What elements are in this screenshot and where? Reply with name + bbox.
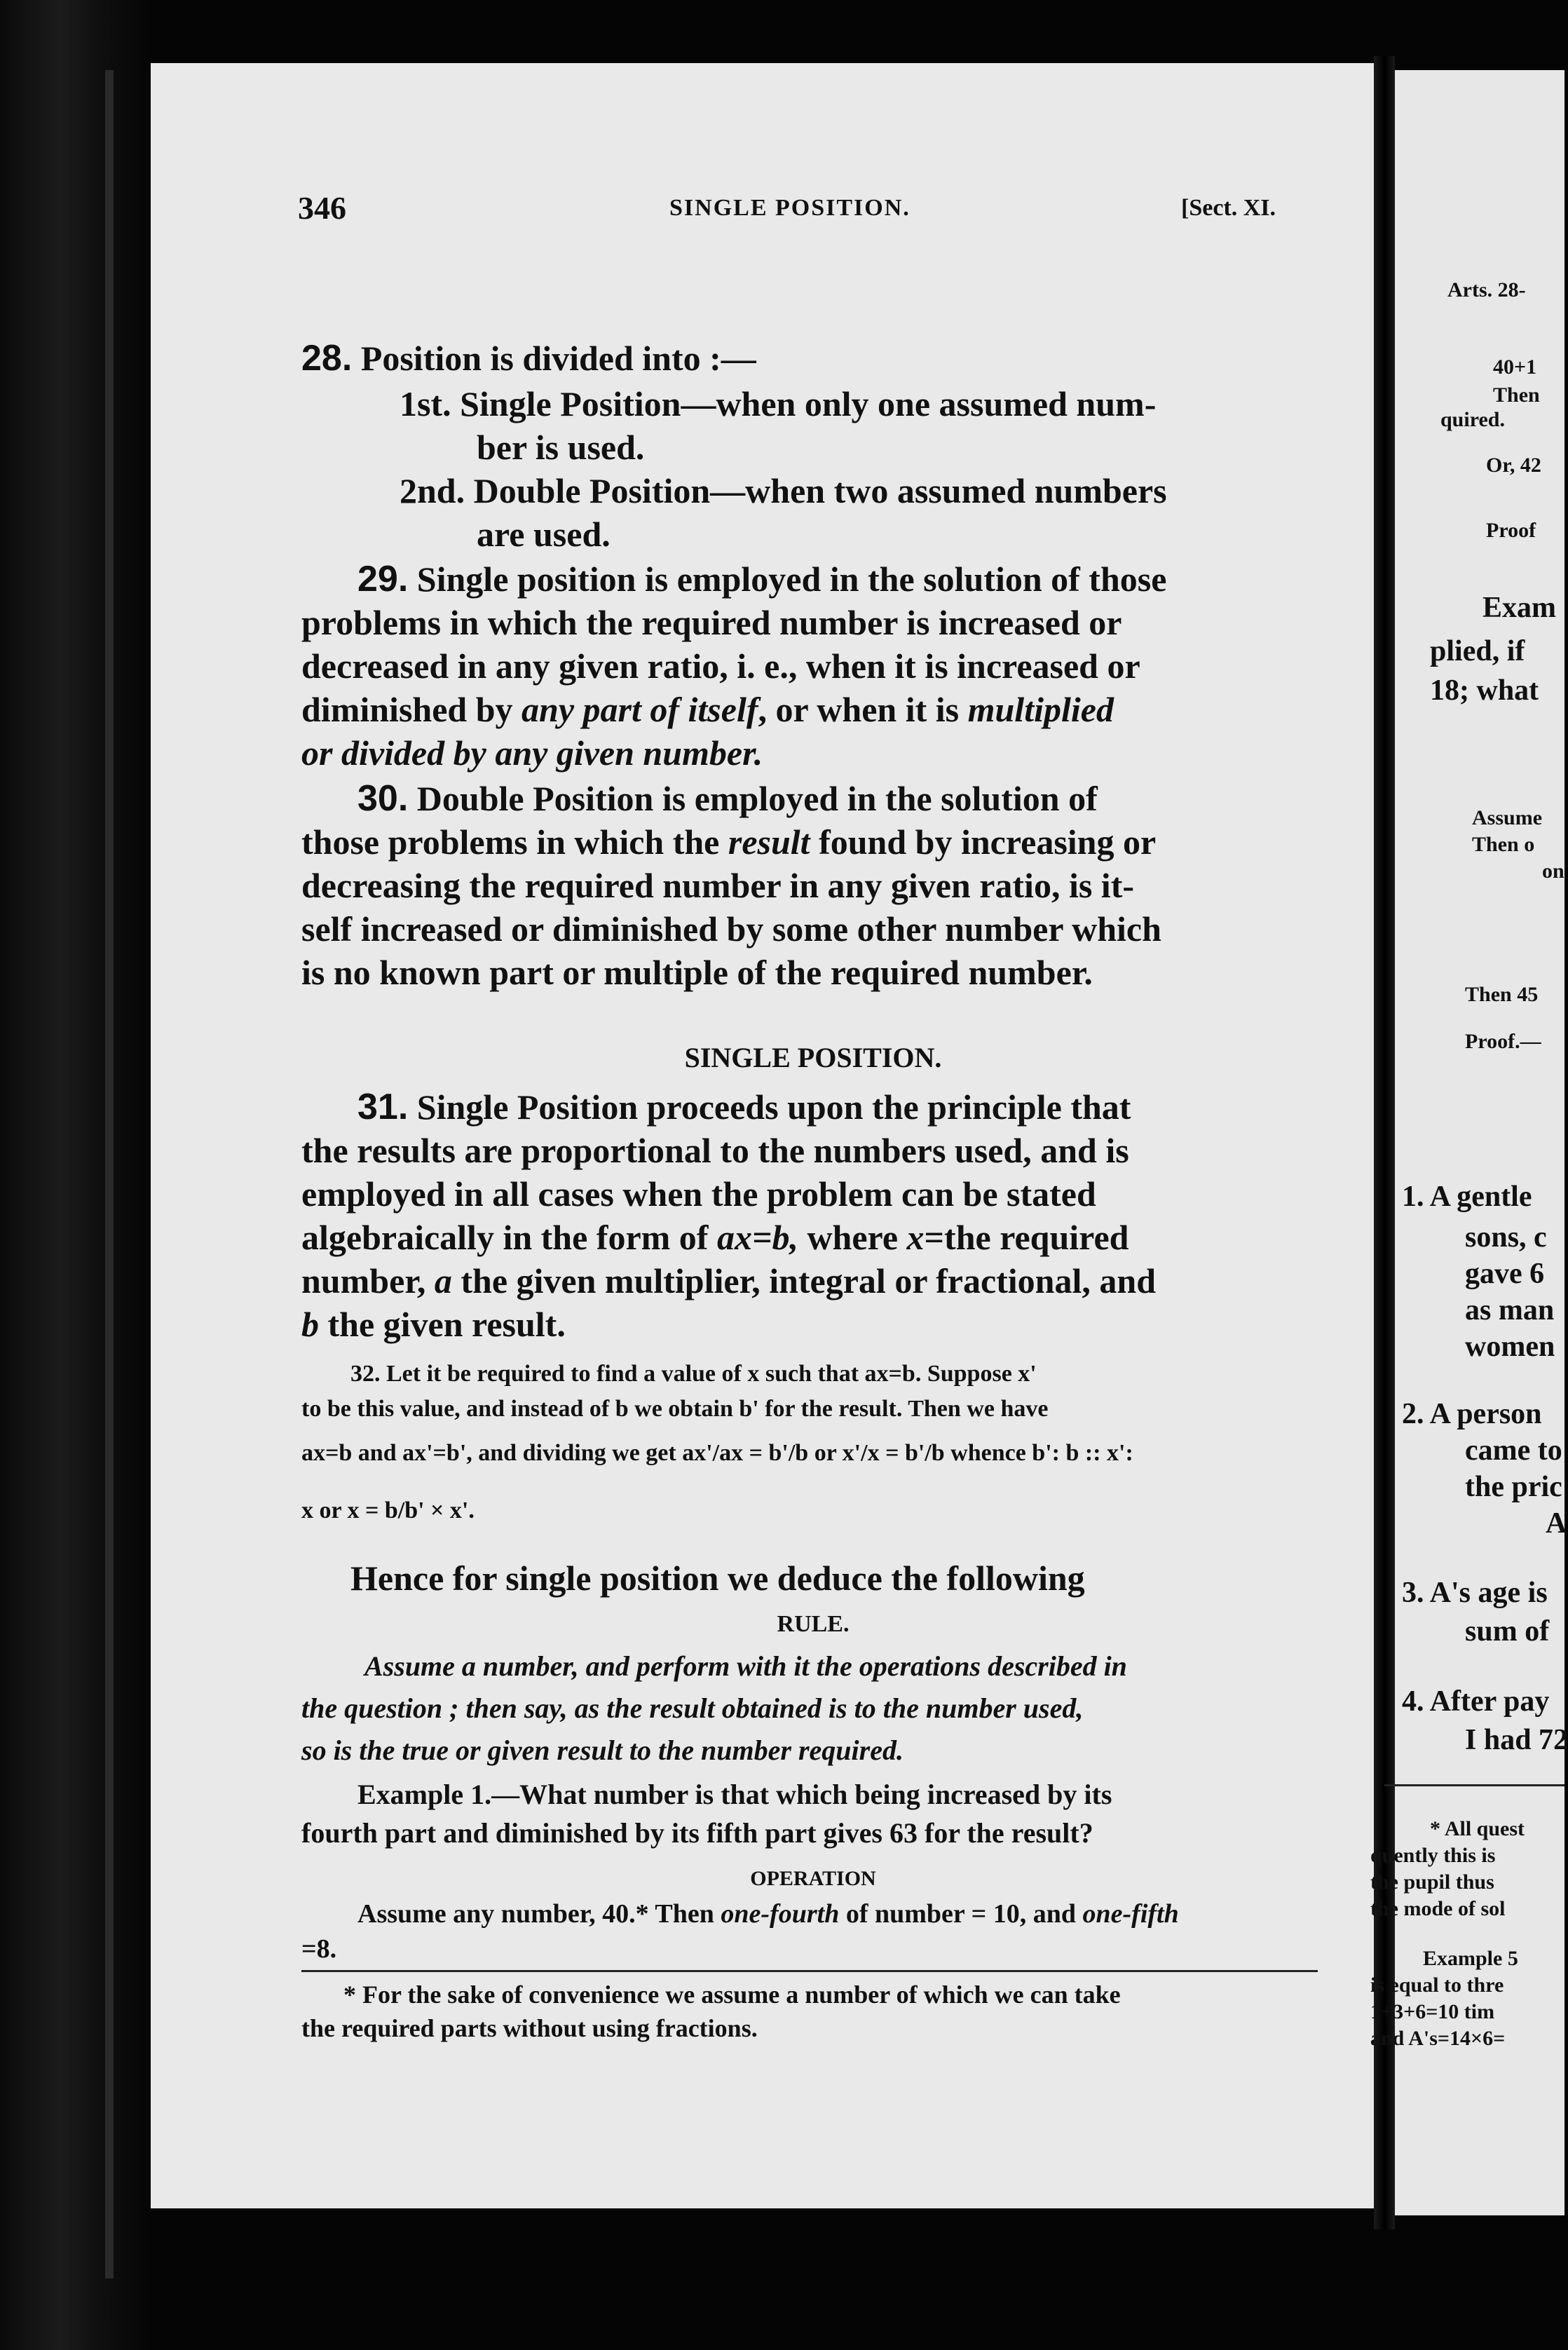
italic-span: result — [728, 822, 810, 862]
right-line: and A's=14×6= — [1370, 2027, 1506, 2050]
right-line: 40+1 — [1493, 355, 1537, 379]
right-line: the mode of sol — [1370, 1897, 1506, 1920]
italic-span: b — [301, 1305, 319, 1344]
italic-span: one-fifth — [1082, 1899, 1179, 1929]
book-binding — [0, 0, 151, 2350]
article-number: 31. — [357, 1087, 409, 1127]
right-line: Then 45 — [1465, 983, 1539, 1006]
operation-line2: =8. — [301, 1934, 337, 1964]
art29-line5: or divided by any given number. — [301, 733, 763, 773]
art30-line3: decreasing the required number in any given ratio, is it- — [301, 866, 1134, 905]
section-label: [Sect. XI. — [1181, 195, 1276, 221]
text-span: the given multiplier, integral or fractional, and — [451, 1261, 1157, 1300]
text-span: number, — [301, 1261, 435, 1300]
italic-span: any part of itself — [521, 690, 758, 729]
running-title: SINGLE POSITION. — [669, 195, 911, 221]
right-line: sum of — [1465, 1615, 1550, 1648]
right-line: 4. After pay — [1402, 1685, 1550, 1718]
article-number: 30. — [357, 778, 409, 819]
rule-heading: RULE. — [777, 1611, 850, 1637]
art31-line1 — [357, 1085, 1381, 1129]
text-span: found by increasing or — [810, 822, 1157, 862]
right-line: Proof — [1486, 519, 1536, 542]
art32-line2: to be this value, and instead of b we obtain b' for the result. Then we have — [301, 1396, 1049, 1422]
italic-span: x — [906, 1218, 925, 1257]
right-line: 1. A gentle — [1402, 1181, 1532, 1213]
right-line: Then o — [1472, 833, 1535, 856]
text-span: =the required — [924, 1218, 1129, 1257]
rule-line2: the question ; then say, as the result obtained is to the number used, — [301, 1692, 1084, 1724]
example-label: Example 1. — [357, 1779, 492, 1810]
right-footnote-divider — [1384, 1784, 1564, 1786]
text-span: , or when it is — [758, 690, 968, 729]
right-line: plied, if — [1430, 635, 1525, 667]
article-number: 28. — [301, 338, 353, 379]
binding-edge — [105, 70, 114, 2278]
right-line: the pric — [1465, 1471, 1562, 1503]
art28-second: 2nd. Double Position—when two assumed numbers — [400, 471, 1167, 510]
right-line: Exam — [1482, 592, 1556, 624]
text-span: the given result. — [319, 1305, 566, 1344]
right-line: quently this is — [1370, 1844, 1496, 1867]
operation-line1 — [357, 1896, 1381, 1931]
right-line: Proof.— — [1465, 1030, 1541, 1053]
right-line: quired. — [1440, 408, 1505, 431]
italic-span: one-fourth — [721, 1899, 840, 1929]
art30-line1 — [357, 777, 1381, 820]
right-line: 3. A's age is — [1402, 1577, 1548, 1609]
page-header — [151, 189, 1328, 231]
art32-line3: ax=b and ax'=b', and dividing we get ax'/ax = b'/b or x'/x = b'/b whence b': b :: x': — [301, 1440, 1133, 1466]
right-line: A — [1546, 1507, 1567, 1540]
right-line: is equal to thre — [1370, 1974, 1504, 1997]
art28-first-cont: ber is used. — [477, 428, 645, 467]
art31-line3: employed in all cases when the problem can be stated — [301, 1174, 1096, 1214]
art29-line3: decreased in any given ratio, i. e., when it is increased or — [301, 646, 1140, 686]
right-line: 1+3+6=10 tim — [1370, 2000, 1495, 2023]
right-line: sons, c — [1465, 1221, 1547, 1254]
right-line: 2. A person — [1402, 1398, 1542, 1430]
art28-second-cont: are used. — [477, 515, 611, 554]
art32-line4: x or x = b/b' × x'. — [301, 1497, 475, 1523]
article-text: Let it be required to find a value of x such that ax=b. Suppose x' — [386, 1361, 1037, 1387]
right-line: women — [1465, 1331, 1555, 1363]
example-text: —What number is that which being increased by its — [491, 1779, 1112, 1810]
text-span: Assume any number, 40.* Then — [357, 1899, 721, 1929]
art28-intro — [301, 337, 1325, 380]
art29-line1 — [357, 557, 1381, 601]
text-span: diminished by — [301, 690, 522, 729]
right-line: Assume — [1472, 806, 1543, 829]
right-line: gave 6 — [1465, 1258, 1545, 1290]
art32-line1 — [350, 1357, 1374, 1392]
rule-line3: so is the true or given result to the number required. — [301, 1734, 904, 1766]
right-line: on — [1542, 860, 1564, 883]
section-heading: SINGLE POSITION. — [684, 1042, 942, 1073]
art30-line2 — [301, 820, 1325, 864]
art30-line4: self increased or diminished by some other number which — [301, 909, 1161, 949]
art31-line6 — [301, 1303, 1325, 1346]
right-line: Or, 42 — [1486, 454, 1541, 477]
art31-line2: the results are proportional to the numbers used, and is — [301, 1131, 1129, 1170]
right-line: the pupil thus — [1370, 1870, 1494, 1894]
footnote-line2: the required parts without using fractions. — [301, 2014, 758, 2042]
example1-line2: fourth part and diminished by its fifth part gives 63 for the result? — [301, 1817, 1093, 1849]
article-text: Position is divided into :— — [360, 339, 756, 378]
art29-line4 — [301, 688, 1325, 731]
right-line: 18; what — [1430, 674, 1539, 707]
article-number: 32. — [350, 1361, 381, 1387]
text-span: algebraically in the form of — [301, 1218, 717, 1257]
article-text: Single position is employed in the solution of those — [416, 559, 1167, 599]
art30-line5: is no known part or multiple of the required number. — [301, 953, 1093, 992]
article-number: 29. — [357, 559, 409, 599]
deduce-line: Hence for single position we deduce the following — [350, 1558, 1085, 1598]
italic-span: multiplied — [967, 690, 1114, 729]
art28-first: 1st. Single Position—when only one assumed num- — [400, 384, 1157, 423]
right-page-header: Arts. 28- — [1447, 278, 1526, 301]
operation-heading: OPERATION — [750, 1867, 876, 1890]
page-number: 346 — [298, 190, 346, 226]
right-line: * All quest — [1430, 1817, 1525, 1840]
rule-line1: Assume a number, and perform with it the operations described in — [364, 1650, 1127, 1682]
right-line: came to — [1465, 1434, 1562, 1467]
art31-line5 — [301, 1259, 1325, 1303]
article-text: Single Position proceeds upon the principle that — [416, 1087, 1131, 1127]
art31-line4 — [301, 1216, 1325, 1259]
text-span: of number = 10, and — [839, 1899, 1083, 1929]
italic-span: a — [434, 1261, 452, 1300]
footnote-line1: * For the sake of convenience we assume a number of which we can take — [343, 1981, 1121, 2009]
article-text: Double Position is employed in the solution of — [416, 779, 1098, 818]
text-span: those problems in which the — [301, 822, 728, 862]
italic-span: ax=b, — [716, 1218, 798, 1257]
art29-line2: problems in which the required number is increased or — [301, 603, 1122, 642]
right-line: Then — [1493, 383, 1540, 407]
footnote-divider — [301, 1970, 1318, 1972]
right-line: as man — [1465, 1294, 1555, 1326]
right-line: Example 5 — [1423, 1947, 1518, 1970]
right-line: I had 72 — [1465, 1724, 1568, 1756]
example1-line1 — [357, 1777, 1381, 1812]
text-span: where — [798, 1218, 907, 1257]
